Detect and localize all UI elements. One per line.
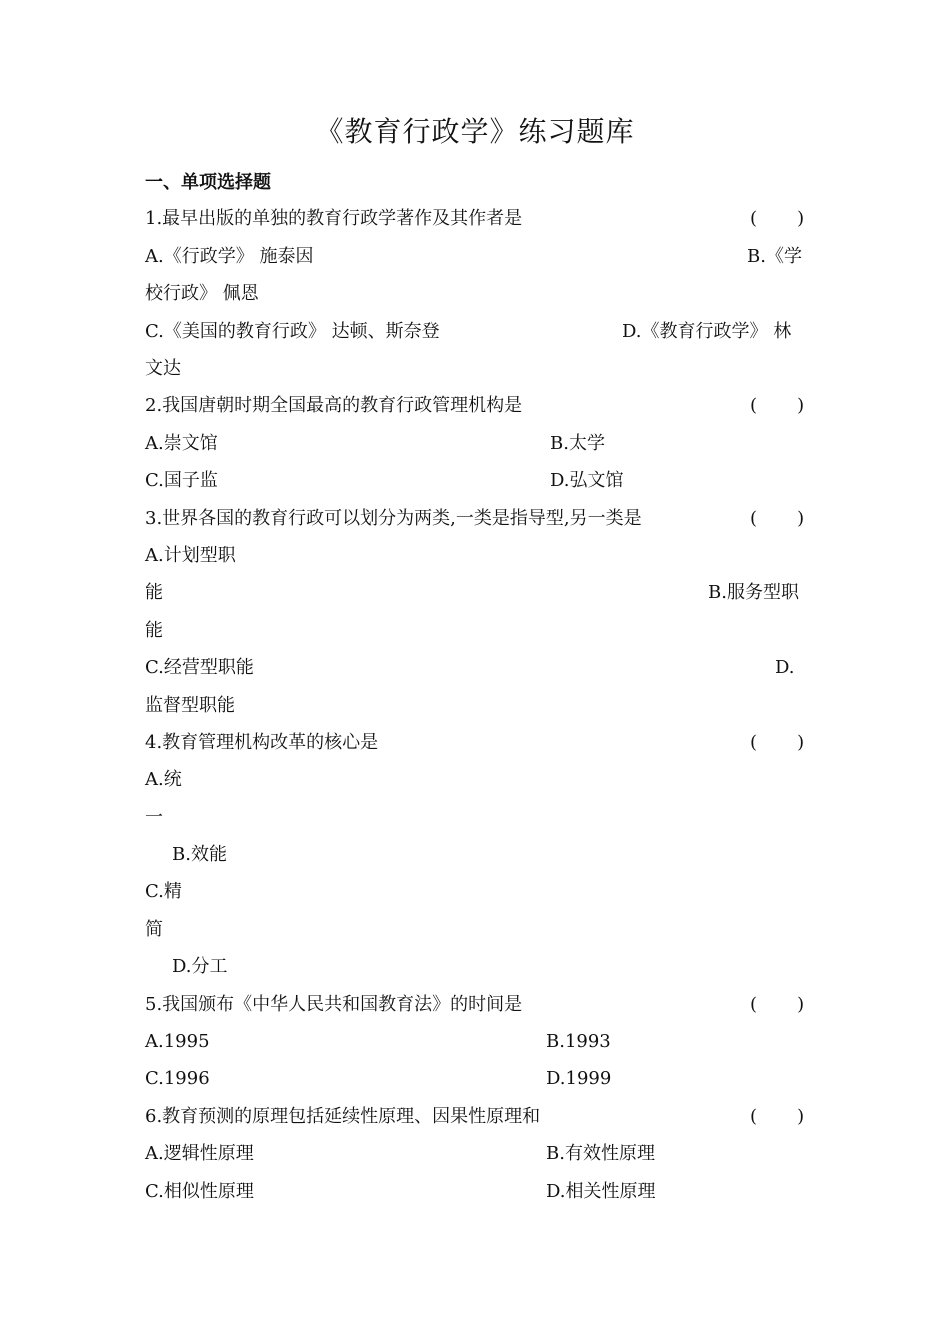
question-2-option-a: A.崇文馆: [145, 433, 218, 454]
question-6-answer-blank: ( ): [750, 1106, 805, 1127]
question-4-option-a: A.统: [145, 769, 182, 790]
question-5-option-a: A.1995: [145, 1031, 210, 1052]
question-3-option-d: D.: [775, 657, 795, 678]
question-4-option-a-cont: 一: [145, 807, 163, 828]
question-2-option-d: D.弘文馆: [550, 470, 624, 491]
document-title: 《教育行政学》练习题库: [315, 115, 635, 148]
question-2-stem: 2.我国唐朝时期全国最高的教育行政管理机构是: [145, 395, 523, 416]
section-heading: 一、单项选择题: [145, 172, 271, 193]
question-6-option-c: C.相似性原理: [145, 1181, 254, 1202]
question-1-option-b: B.《学: [747, 246, 802, 267]
question-6-option-a: A.逻辑性原理: [145, 1143, 254, 1164]
question-1-option-d: D.《教育行政学》 林: [622, 321, 792, 342]
question-4-option-c: C.精: [145, 881, 182, 902]
question-2-answer-blank: ( ): [750, 395, 805, 416]
question-3-option-c: C.经营型职能: [145, 657, 254, 678]
question-4-answer-blank: ( ): [750, 732, 805, 753]
question-6-stem: 6.教育预测的原理包括延续性原理、因果性原理和: [145, 1106, 541, 1127]
question-1-option-d-cont: 文达: [145, 358, 181, 379]
question-4-option-d: D.分工: [172, 956, 228, 977]
question-3-option-d-cont: 监督型职能: [145, 695, 235, 716]
question-1-answer-blank: ( ): [750, 208, 805, 229]
question-3-stem: 3.世界各国的教育行政可以划分为两类,一类是指导型,另一类是: [145, 508, 642, 529]
question-3-option-b: B.服务型职: [708, 582, 799, 603]
question-1-option-c: C.《美国的教育行政》 达顿、斯奈登: [145, 321, 440, 342]
question-1-option-a: A.《行政学》 施泰因: [145, 246, 314, 267]
question-5-answer-blank: ( ): [750, 994, 805, 1015]
question-3-option-a-cont: 能: [145, 582, 163, 603]
question-3-option-b-cont: 能: [145, 620, 163, 641]
question-5-stem: 5.我国颁布《中华人民共和国教育法》的时间是: [145, 994, 523, 1015]
question-3-answer-blank: ( ): [750, 508, 805, 529]
question-2-option-c: C.国子监: [145, 470, 218, 491]
question-6-option-b: B.有效性原理: [546, 1143, 655, 1164]
question-2-option-b: B.太学: [550, 433, 605, 454]
question-5-option-c: C.1996: [145, 1068, 210, 1089]
question-4-option-c-cont: 简: [145, 919, 163, 940]
question-5-option-d: D.1999: [546, 1068, 612, 1089]
question-3-option-a: A.计划型职: [145, 545, 236, 566]
question-6-option-d: D.相关性原理: [546, 1181, 656, 1202]
question-5-option-b: B.1993: [546, 1031, 611, 1052]
question-1-stem: 1.最早出版的单独的教育行政学著作及其作者是: [145, 208, 523, 229]
question-1-option-b-cont: 校行政》 佩恩: [145, 283, 259, 304]
question-4-stem: 4.教育管理机构改革的核心是: [145, 732, 379, 753]
question-4-option-b: B.效能: [172, 844, 227, 865]
